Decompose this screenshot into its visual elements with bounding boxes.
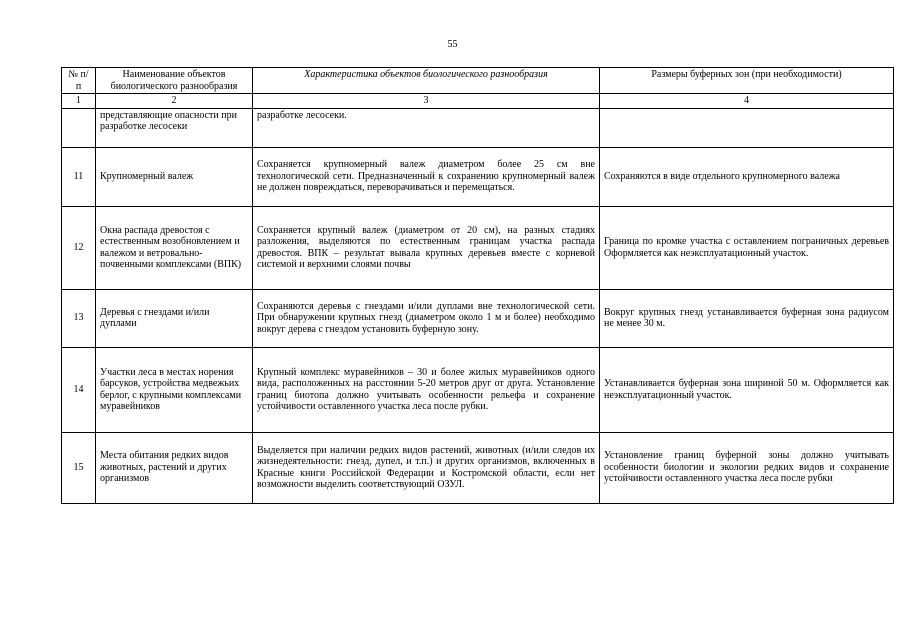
header-row <box>62 68 894 94</box>
row-buffer: Вокруг крупных гнезд устанавливается буферная зона радиусом не менее 30 м. <box>600 289 894 347</box>
table-row <box>62 206 894 289</box>
header-name: Наименование объектов биологического разнообразия <box>96 68 253 94</box>
table-row <box>62 432 894 503</box>
col-index-1: 1 <box>62 94 96 109</box>
row-name: Крупномерный валеж <box>96 147 253 206</box>
header-characteristic: Характеристика объектов биологического разнообразия <box>253 68 600 94</box>
row-characteristic: Сохраняется крупный валеж (диаметром от 20 см), на разных стадиях разложения, выделяются по естественным границам участка распада древостоя. ВПК – результат вывала крупных деревьев вместе с корневой системой и верхними слоями почвы <box>253 206 600 289</box>
row-num: 14 <box>62 347 96 432</box>
row-name: Места обитания редких видов животных, растений и других организмов <box>96 432 253 503</box>
page-number: 55 <box>447 39 458 50</box>
col-index-3: 3 <box>253 94 600 109</box>
row-characteristic: Сохраняется крупномерный валеж диаметром более 25 см вне технологической сети. Предназначенный к сохранению крупномерный валеж не должен повреждаться, переворачиваться и перемещаться. <box>253 147 600 206</box>
row-buffer: Устанавливается буферная зона шириной 50 м. Оформляется как неэксплуатационный участок. <box>600 347 894 432</box>
row-num <box>62 108 96 147</box>
column-index-row <box>62 94 894 109</box>
row-buffer: Сохраняются в виде отдельного крупномерного валежа <box>600 147 894 206</box>
header-num: № п/п <box>62 68 96 94</box>
row-name: представляющие опасности при разработке лесосеки <box>96 108 253 147</box>
row-characteristic: разработке лесосеки. <box>253 108 600 147</box>
row-characteristic: Выделяется при наличии редких видов растений, животных (и/или следов их жизнедеятельности: гнезд, дупел, и т.п.) и других организмов, включенных в Красные книги Российской Федерации и Костромской области, если нет возможности выделить соответствующий ОЗУЛ. <box>253 432 600 503</box>
biodiversity-table <box>61 67 894 504</box>
col-index-4: 4 <box>600 94 894 109</box>
row-name: Деревья с гнездами и/или дуплами <box>96 289 253 347</box>
row-num: 11 <box>62 147 96 206</box>
row-num: 15 <box>62 432 96 503</box>
header-buffer: Размеры буферных зон (при необходимости) <box>600 68 894 94</box>
row-characteristic: Сохраняются деревья с гнездами и/или дуплами вне технологической сети. При обнаружении крупных гнезд (диаметром около 1 м и более) необходимо вокруг дерева с гнездом установить буферную зону. <box>253 289 600 347</box>
row-num: 12 <box>62 206 96 289</box>
row-name: Окна распада древостоя с естественным возобновлением и валежом и ветровально-почвенными комплексами (ВПК) <box>96 206 253 289</box>
row-buffer: Установление границ буферной зоны должно учитывать особенности биологии и экологии редких видов и сохранение устойчивости оставленного участка леса после рубки <box>600 432 894 503</box>
row-num: 13 <box>62 289 96 347</box>
table-row <box>62 347 894 432</box>
table-row <box>62 108 894 147</box>
col-index-2: 2 <box>96 94 253 109</box>
row-name: Участки леса в местах норения барсуков, устройства медвежьих берлог, с крупными комплексами муравейников <box>96 347 253 432</box>
table-row <box>62 289 894 347</box>
row-characteristic: Крупный комплекс муравейников – 30 и более жилых муравейников одного вида, расположенных на расстоянии 5-20 метров друг от друга. Установление границ биотопа должно учитывать особенности рельефа и сохранение устойчивости оставленного участка леса после рубки. <box>253 347 600 432</box>
row-buffer: Граница по кромке участка с оставлением пограничных деревьев Оформляется как неэксплуатационный участок. <box>600 206 894 289</box>
row-buffer <box>600 108 894 147</box>
table-row <box>62 147 894 206</box>
